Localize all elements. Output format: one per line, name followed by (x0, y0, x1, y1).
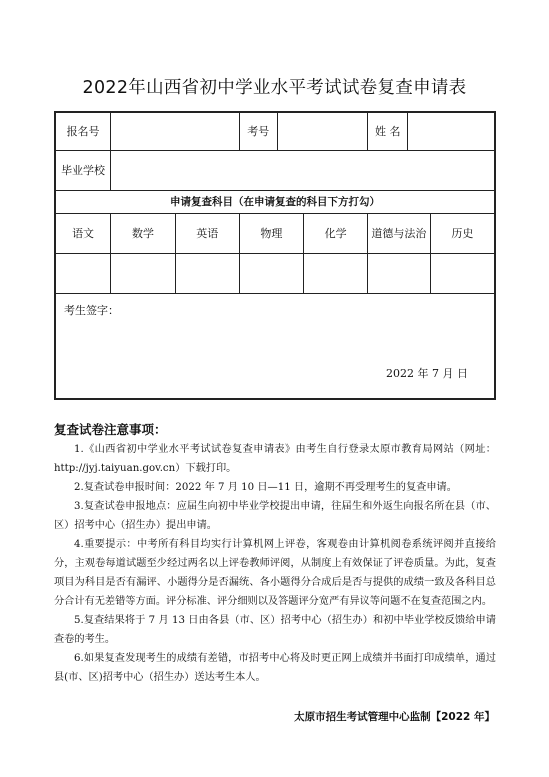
subject-check-cell[interactable] (430, 253, 495, 293)
subject-label: 道德与法治 (368, 213, 431, 253)
notes-title: 复查试卷注意事项： (54, 422, 167, 437)
subject-label: 化学 (304, 213, 368, 253)
subject-check-cell[interactable] (55, 253, 111, 293)
subject-check-cell[interactable] (175, 253, 239, 293)
subject-check-cell[interactable] (239, 253, 304, 293)
name-label: 姓 名 (368, 112, 408, 150)
registration-no-label: 报名号 (55, 112, 111, 150)
footer-issuer: 太原市招生考试管理中心监制【2022 年】 (294, 711, 495, 723)
subject-check-cell[interactable] (304, 253, 368, 293)
note-item: 4.重要提示：中考所有科目均实行计算机网上评卷，客观卷由计算机阅卷系统评阅并直接给分，主观卷每道试题至少经过两名以上评卷教师评阅，从制度上有效保证了评卷质量。为此，复查项目为科目是否有漏评、小题得分是否漏统、各小题得分合成后是否与提供的成绩一致及各科目总分合计有无差错等方面。评分标准、评分细则以及答题评分宽严有异议等问题不在复查范围之内。 (54, 539, 496, 607)
subject-label: 物理 (239, 213, 304, 253)
signature-label: 考生签字： (64, 303, 119, 317)
subject-label: 语文 (55, 213, 111, 253)
subject-label: 历史 (430, 213, 495, 253)
subject-check-cell[interactable] (111, 253, 176, 293)
application-form (54, 111, 496, 400)
subject-label: 英语 (175, 213, 239, 253)
note-item: 1.《山西省初中学业水平考试试卷复查申请表》由考生自行登录太原市教育局网站（网址：http://jyj.taiyuan.gov.cn）下载打印。 (54, 444, 496, 474)
subject-label: 数学 (111, 213, 176, 253)
note-item: 2.复查试卷申报时间：2022 年 7 月 10 日—11 日，逾期不再受理考生的复查申请。 (74, 482, 457, 493)
name-field[interactable] (408, 112, 495, 150)
subjects-header: 申请复查科目（在申请复查的科目下方打勾） (55, 190, 495, 213)
notes-list (54, 440, 496, 687)
exam-no-field[interactable] (277, 112, 367, 150)
date-text: 2022 年 7 月 日 (386, 366, 468, 380)
subject-check-cell[interactable] (368, 253, 431, 293)
registration-no-field[interactable] (111, 112, 239, 150)
note-item: 5.复查结果将于 7 月 13 日由各县（市、区）招考中心（招生办）和初中毕业学校反馈给申请查卷的考生。 (54, 615, 496, 645)
school-field[interactable] (111, 150, 495, 190)
note-item: 3.复查试卷申报地点：应届生向初中毕业学校提出申请，往届生和外返生向报名所在县（市、区）招考中心（招生办）提出申请。 (54, 501, 496, 531)
page-title: 2022年山西省初中学业水平考试试卷复查申请表 (82, 78, 467, 98)
note-item: 6.如果复查发现考生的成绩有差错，市招考中心将及时更正网上成绩并书面打印成绩单，通过县(市、区)招考中心（招生办）送达考生本人。 (54, 653, 496, 683)
school-label: 毕业学校 (55, 150, 111, 190)
signature-cell[interactable] (55, 293, 495, 399)
exam-no-label: 考号 (239, 112, 277, 150)
